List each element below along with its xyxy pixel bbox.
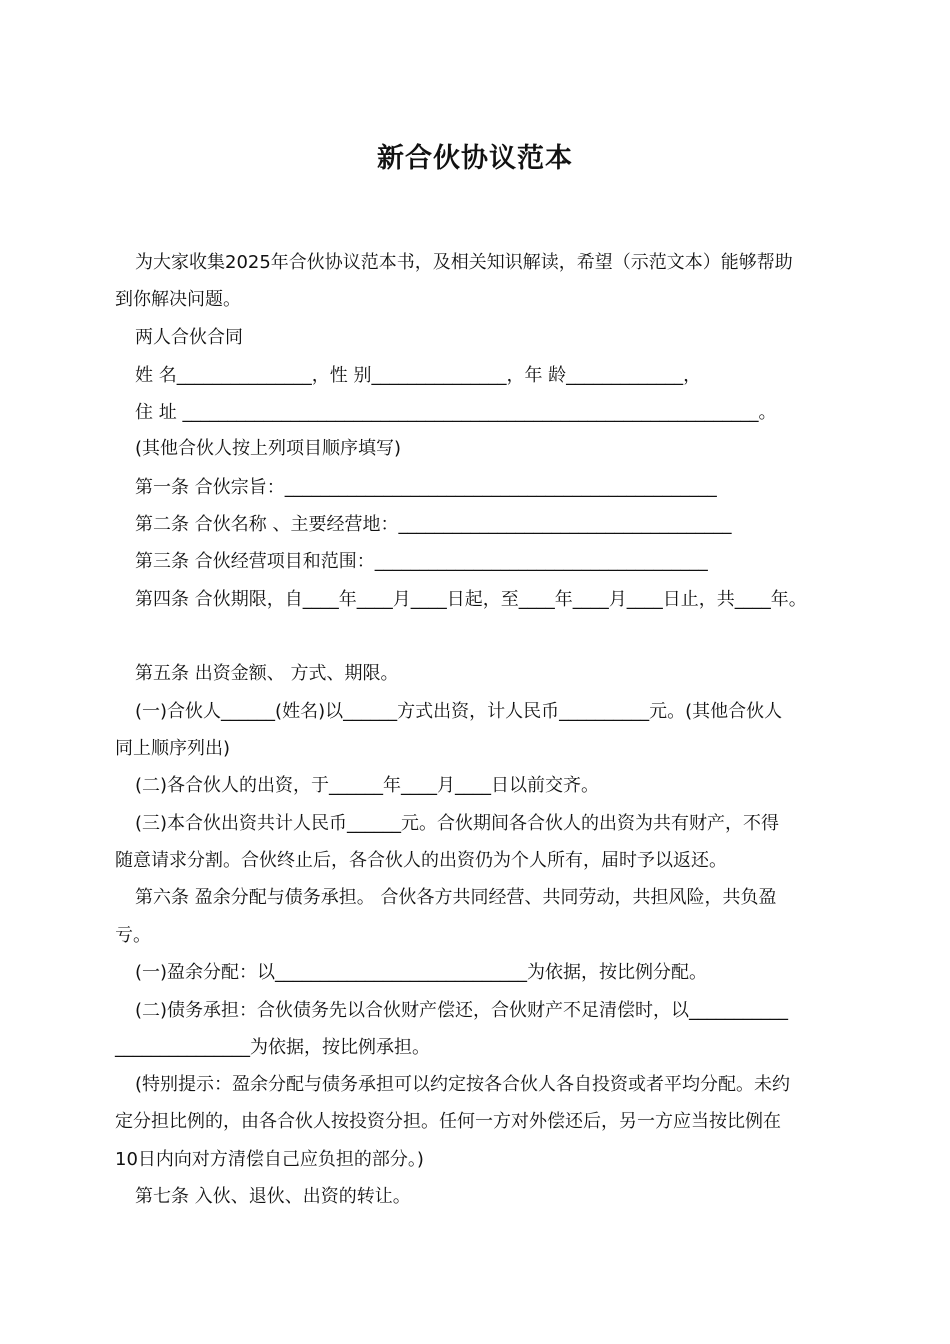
article-2: 第二条 合伙名称 、主要经营地：_____________________________________ (135, 514, 732, 535)
article-4: 第四条 合伙期限，自____年____月____日起，至____年____月____日止，共____年。 (135, 589, 807, 610)
article-6-item-2-line-2: _______________为依据，按比例承担。 (115, 1037, 430, 1058)
article-6-line-2: 亏。 (115, 925, 151, 946)
contract-subtitle: 两人合伙合同 (135, 327, 243, 348)
document-title: 新合伙协议范本 (377, 143, 573, 174)
intro-line-2: 到你解决问题。 (115, 289, 241, 310)
special-note-line-2: 定分担比例的，由各合伙人按投资分担。任何一方对外偿还后，另一方应当按比例在 (115, 1111, 781, 1132)
article-6-item-2-line-1: (二)债务承担：合伙债务先以合伙财产偿还，合伙财产不足清偿时，以___________ (135, 1000, 789, 1021)
article-3: 第三条 合伙经营项目和范围：_____________________________________ (135, 551, 708, 572)
article-5-item-2: (二)各合伙人的出资，于______年____月____日以前交齐。 (135, 775, 600, 796)
special-note-line-3: 10日内向对方清偿自己应负担的部分。) (115, 1149, 424, 1170)
intro-line-1: 为大家收集2025年合伙协议范本书，及相关知识解读，希望（示范文本）能够帮助 (135, 252, 793, 273)
article-5-item-3-line-1: (三)本合伙出资共计人民币______元。合伙期间各合伙人的出资为共有财产，不得 (135, 813, 780, 834)
article-6-line-1: 第六条 盈余分配与债务承担。 合伙各方共同经营、共同劳动，共担风险，共负盈 (135, 887, 777, 908)
article-7: 第七条 入伙、退伙、出资的转让。 (135, 1186, 411, 1207)
article-5: 第五条 出资金额、 方式、期限。 (135, 663, 399, 684)
article-5-item-1-line-1: (一)合伙人______(姓名)以______方式出资，计人民币__________元。(其他合伙人 (135, 701, 783, 722)
name-gender-age-line: 姓 名_______________，性 别_______________，年 龄_____________， (135, 365, 702, 386)
article-1: 第一条 合伙宗旨：________________________________________________ (135, 477, 717, 498)
article-5-item-3-line-2: 随意请求分割。合伙终止后，各合伙人的出资仍为个人所有，届时予以返还。 (115, 850, 727, 871)
special-note-line-1: (特别提示：盈余分配与债务承担可以约定按各合伙人各自投资或者平均分配。未约 (135, 1074, 791, 1095)
address-line: 住 址 ________________________________________________________________。 (135, 402, 777, 423)
article-5-item-1-line-2: 同上顺序列出) (115, 738, 231, 759)
other-partners-note: (其他合伙人按上列项目顺序填写) (135, 438, 402, 459)
article-6-item-1: (一)盈余分配：以____________________________为依据，按比例分配。 (135, 962, 708, 983)
